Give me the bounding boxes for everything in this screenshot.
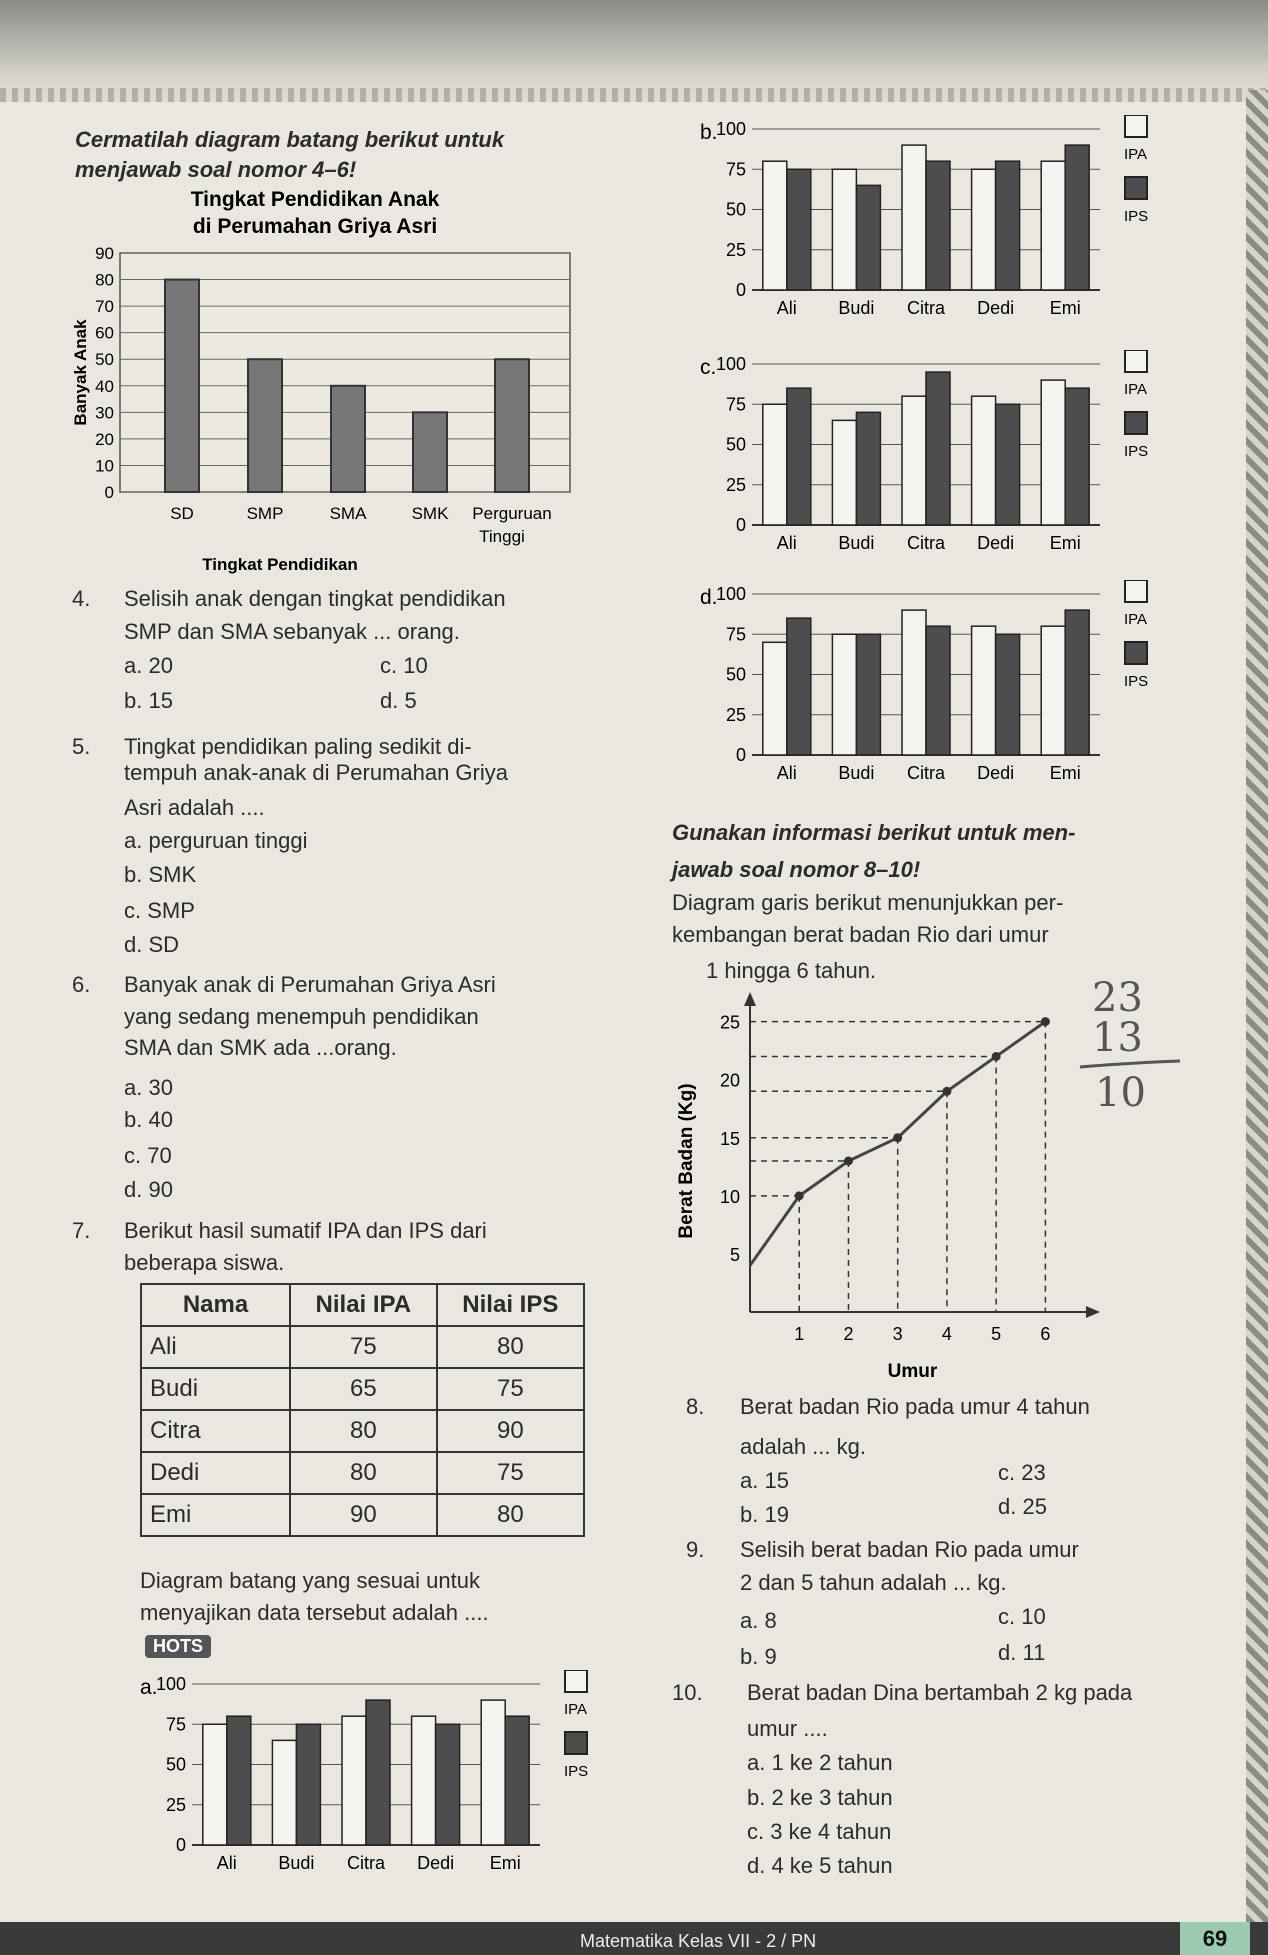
bar xyxy=(165,280,199,492)
bar-ipa xyxy=(832,169,856,290)
bar-ipa xyxy=(272,1740,296,1845)
table-header-cell: Nilai IPA xyxy=(290,1284,437,1326)
y-tick-label: 50 xyxy=(725,664,746,685)
x-tick-label: Perguruan xyxy=(472,504,552,523)
bar-ipa xyxy=(763,404,787,525)
q9-line-1: Selisih berat badan Rio pada umur xyxy=(740,1537,1079,1562)
x-axis-arrow xyxy=(1086,1306,1100,1318)
y-tick-label: 50 xyxy=(725,199,746,220)
footer-title: Matematika Kelas VII - 2 / PN xyxy=(580,1931,817,1951)
y-tick-label: 0 xyxy=(735,515,746,535)
y-tick-label: 0 xyxy=(735,280,746,300)
y-tick-label: 50 xyxy=(725,434,746,455)
page-number: 69 xyxy=(1180,1922,1250,1955)
q6-line-3: SMA dan SMK ada ...orang. xyxy=(124,1035,397,1060)
bar-ipa xyxy=(1041,380,1065,525)
option-c-chart[interactable] xyxy=(700,350,1170,570)
top-shadow xyxy=(0,0,1268,100)
y-tick-label: 90 xyxy=(95,244,114,263)
q4-option-a[interactable]: a. 20 xyxy=(124,653,173,678)
section2-line-1: Gunakan informasi berikut untuk men- xyxy=(672,820,1076,845)
bar-ipa xyxy=(972,396,996,525)
y-tick-label: 0 xyxy=(175,1835,186,1855)
legend-label-ips: IPS xyxy=(1124,673,1149,690)
q8-option-c[interactable]: c. 23 xyxy=(998,1460,1046,1485)
bar-ipa xyxy=(1041,626,1065,755)
table-cell-name: Citra xyxy=(141,1410,290,1452)
y-tick-label: 100 xyxy=(155,1674,186,1694)
legend-swatch-ipa xyxy=(1125,580,1147,602)
bar-ipa xyxy=(832,420,856,525)
q6-option-d[interactable]: d. 90 xyxy=(124,1177,173,1202)
y-tick-label: 25 xyxy=(165,1794,186,1815)
x-tick-label: Citra xyxy=(906,533,946,553)
q8-line-2: adalah ... kg. xyxy=(740,1434,866,1459)
bar-ipa xyxy=(203,1724,227,1845)
chart-subtitle: di Perumahan Griya Asri xyxy=(192,215,438,238)
q8-option-d[interactable]: d. 25 xyxy=(998,1494,1047,1519)
x-tick-label: Ali xyxy=(776,298,797,318)
q4-number: 4. xyxy=(72,586,91,611)
bar-ips xyxy=(996,634,1020,755)
bar-ipa xyxy=(763,161,787,290)
bar-ipa xyxy=(763,642,787,755)
x-tick-label: Dedi xyxy=(977,763,1015,783)
x-tick-label: Citra xyxy=(906,298,946,318)
bar-ips xyxy=(856,185,880,290)
x-tick-label: SD xyxy=(170,504,194,523)
y-tick-label: 25 xyxy=(725,239,746,260)
x-tick-label: Citra xyxy=(346,1853,386,1873)
data-point xyxy=(992,1052,1001,1061)
legend-swatch-ips xyxy=(1125,177,1147,199)
table-cell-ipa: 65 xyxy=(290,1368,437,1410)
x-tick-label: Budi xyxy=(838,533,875,553)
bar-ips xyxy=(787,618,811,755)
table-cell-ipa: 90 xyxy=(290,1494,437,1536)
y-tick-label: 100 xyxy=(715,354,746,374)
table-header-cell: Nilai IPS xyxy=(437,1284,584,1326)
bar-ips xyxy=(227,1716,251,1845)
q5-number: 5. xyxy=(72,734,91,759)
bar-ipa xyxy=(902,610,926,755)
q4-line-1: Selisih anak dengan tingkat pendidikan xyxy=(124,586,506,611)
bar xyxy=(248,359,282,492)
x-tick-label: Budi xyxy=(838,763,875,783)
handwritten-note-3: 10 xyxy=(1095,1070,1146,1116)
bar-ips xyxy=(436,1724,460,1845)
x-tick-label: Dedi xyxy=(977,298,1015,318)
y-tick-label: 0 xyxy=(104,483,114,502)
q9-line-2: 2 dan 5 tahun adalah ... kg. xyxy=(740,1570,1007,1595)
bar-ipa xyxy=(902,396,926,525)
bar-ipa xyxy=(342,1716,366,1845)
section2-line-4: kembangan berat badan Rio dari umur xyxy=(672,922,1049,947)
x-tick-label: SMA xyxy=(329,504,367,523)
table-header-cell: Nama xyxy=(141,1284,290,1326)
bar-ipa xyxy=(412,1716,436,1845)
table-cell-name: Budi xyxy=(141,1368,290,1410)
x-tick-label: Dedi xyxy=(977,533,1015,553)
table-header-row xyxy=(141,1284,584,1326)
option-label: b. xyxy=(700,121,718,144)
bar-ipa xyxy=(972,169,996,290)
bar-ipa xyxy=(481,1700,505,1845)
bar-ips xyxy=(1065,610,1089,755)
bar-ipa xyxy=(1041,161,1065,290)
x-tick-label: 6 xyxy=(1040,1324,1051,1344)
bar-ips xyxy=(366,1700,390,1845)
legend-label-ipa: IPA xyxy=(1124,611,1148,628)
q5-option-d[interactable]: d. SD xyxy=(124,932,180,957)
q10-option-d[interactable]: d. 4 ke 5 tahun xyxy=(747,1853,893,1878)
data-point xyxy=(893,1133,902,1142)
x-tick-label: Emi xyxy=(489,1853,521,1873)
hots-badge: HOTS xyxy=(145,1635,211,1658)
y-axis-arrow xyxy=(744,992,756,1006)
data-point xyxy=(795,1191,804,1200)
option-a-chart[interactable] xyxy=(140,1670,610,1905)
x-tick-label: Dedi xyxy=(417,1853,455,1873)
y-tick-label: 25 xyxy=(719,1012,740,1033)
table-row xyxy=(141,1368,584,1410)
y-tick-label: 40 xyxy=(95,376,114,396)
q8-option-a[interactable]: a. 15 xyxy=(740,1468,789,1493)
bar-ips xyxy=(787,169,811,290)
q5-line-3: Asri adalah .... xyxy=(124,795,265,820)
q9-option-c[interactable]: c. 10 xyxy=(998,1604,1046,1629)
bar-ips xyxy=(296,1724,320,1845)
y-tick-label: 100 xyxy=(715,119,746,139)
q5-line-1: Tingkat pendidikan paling sedikit di- xyxy=(124,734,472,759)
x-tick-label: Tinggi xyxy=(479,527,525,546)
q9-option-a[interactable]: a. 8 xyxy=(740,1608,777,1633)
legend-swatch-ips xyxy=(1125,642,1147,664)
y-tick-label: 20 xyxy=(95,429,114,449)
table-cell-ips: 80 xyxy=(437,1494,584,1536)
y-tick-label: 100 xyxy=(715,584,746,604)
y-tick-label: 75 xyxy=(725,394,746,415)
bar-ips xyxy=(926,161,950,290)
y-tick-label: 30 xyxy=(95,403,114,423)
bar-ips xyxy=(505,1716,529,1845)
y-tick-label: 75 xyxy=(725,624,746,645)
x-tick-label: Emi xyxy=(1049,533,1081,553)
q5-option-b[interactable]: b. SMK xyxy=(124,862,197,887)
bar-ipa xyxy=(902,145,926,290)
q5-option-a[interactable]: a. perguruan tinggi xyxy=(124,828,308,853)
x-tick-label: Ali xyxy=(776,533,797,553)
y-tick-label: 0 xyxy=(735,745,746,765)
y-tick-label: 10 xyxy=(95,456,114,476)
score-table xyxy=(140,1283,585,1537)
section2-line-2: jawab soal nomor 8–10! xyxy=(672,857,921,882)
bar-ips xyxy=(926,626,950,755)
bar-ips xyxy=(856,412,880,525)
q6-line-1: Banyak anak di Perumahan Griya Asri xyxy=(124,972,496,997)
table-row xyxy=(141,1326,584,1368)
y-tick-label: 80 xyxy=(95,270,114,290)
y-tick-label: 60 xyxy=(95,323,114,343)
legend-label-ipa: IPA xyxy=(1124,381,1148,398)
x-tick-label: Citra xyxy=(906,763,946,783)
data-point xyxy=(844,1157,853,1166)
intro-line-1: Cermatilah diagram batang berikut untuk xyxy=(75,127,505,152)
top-stripe xyxy=(0,88,1268,102)
bar-ips xyxy=(1065,145,1089,290)
q9-option-b[interactable]: b. 9 xyxy=(740,1644,777,1669)
handwritten-note-1: 23 xyxy=(1092,975,1143,1021)
option-label: d. xyxy=(700,586,718,609)
table-row xyxy=(141,1452,584,1494)
q10-number: 10. xyxy=(672,1680,703,1705)
handwritten-note-2: 13 xyxy=(1092,1015,1143,1061)
option-b-chart[interactable] xyxy=(700,115,1170,335)
q10-option-b[interactable]: b. 2 ke 3 tahun xyxy=(747,1785,893,1810)
y-tick-label: 15 xyxy=(719,1128,740,1149)
bar-ipa xyxy=(972,626,996,755)
legend-swatch-ips xyxy=(1125,412,1147,434)
x-tick-label: Budi xyxy=(278,1853,315,1873)
legend-label-ipa: IPA xyxy=(1124,146,1148,163)
y-tick-label: 25 xyxy=(725,704,746,725)
y-tick-label: 75 xyxy=(725,159,746,180)
bar-ips xyxy=(996,404,1020,525)
q5-line-2: tempuh anak-anak di Perumahan Griya xyxy=(124,760,508,785)
table-cell-ips: 75 xyxy=(437,1368,584,1410)
intro-line-2: menjawab soal nomor 4–6! xyxy=(75,157,357,182)
table-cell-ips: 80 xyxy=(437,1326,584,1368)
table-cell-ipa: 75 xyxy=(290,1326,437,1368)
x-tick-label: Emi xyxy=(1049,763,1081,783)
bar-ips xyxy=(856,634,880,755)
q6-number: 6. xyxy=(72,972,91,997)
bar-ips xyxy=(787,388,811,525)
table-cell-name: Emi xyxy=(141,1494,290,1536)
option-d-chart[interactable] xyxy=(700,580,1170,800)
q10-line-1: Berat badan Dina bertambah 2 kg pada xyxy=(747,1680,1133,1705)
x-tick-label: 4 xyxy=(941,1324,952,1344)
x-tick-label: Budi xyxy=(838,298,875,318)
x-tick-label: Emi xyxy=(1049,298,1081,318)
y-tick-label: 75 xyxy=(165,1714,186,1735)
q4-option-b[interactable]: b. 15 xyxy=(124,688,173,713)
y-axis-label: Banyak Anak xyxy=(71,319,90,426)
table-cell-ipa: 80 xyxy=(290,1452,437,1494)
table-cell-name: Dedi xyxy=(141,1452,290,1494)
bar xyxy=(413,412,447,492)
x-tick-label: SMK xyxy=(411,504,449,523)
q10-line-2: umur .... xyxy=(747,1716,828,1741)
section2-line-3: Diagram garis berikut menunjukkan per- xyxy=(672,890,1064,915)
q5-option-c[interactable]: c. SMP xyxy=(124,898,195,923)
q7-after-line-2: menyajikan data tersebut adalah .... xyxy=(140,1600,489,1625)
y-tick-label: 20 xyxy=(719,1070,740,1091)
table-cell-ipa: 80 xyxy=(290,1410,437,1452)
legend-swatch-ipa xyxy=(565,1670,587,1692)
legend-label-ips: IPS xyxy=(1124,208,1149,225)
bar-ipa xyxy=(832,634,856,755)
x-tick-label: Ali xyxy=(776,763,797,783)
bar xyxy=(495,359,529,492)
table-cell-ips: 75 xyxy=(437,1452,584,1494)
table-row xyxy=(141,1410,584,1452)
bar-ips xyxy=(1065,388,1089,525)
x-tick-label: 2 xyxy=(843,1324,854,1344)
q7-line-2: beberapa siswa. xyxy=(124,1250,285,1275)
q6-option-c[interactable]: c. 70 xyxy=(124,1143,172,1168)
q10-option-c[interactable]: c. 3 ke 4 tahun xyxy=(747,1819,892,1844)
section2-line-5: 1 hingga 6 tahun. xyxy=(706,958,877,983)
bar-ips xyxy=(996,161,1020,290)
table-cell-name: Ali xyxy=(141,1326,290,1368)
q4-line-2: SMP dan SMA sebanyak ... orang. xyxy=(124,619,460,644)
q7-number: 7. xyxy=(72,1218,91,1243)
data-point xyxy=(1041,1017,1050,1026)
q4-option-c[interactable]: c. 10 xyxy=(380,653,428,678)
legend-swatch-ipa xyxy=(1125,350,1147,372)
legend-swatch-ipa xyxy=(1125,115,1147,137)
x-tick-label: 3 xyxy=(892,1324,903,1344)
tingkat-pendidikan-chart xyxy=(60,185,580,580)
y-tick-label: 25 xyxy=(725,474,746,495)
q4-option-d[interactable]: d. 5 xyxy=(380,688,417,713)
table-cell-ips: 90 xyxy=(437,1410,584,1452)
y-tick-label: 50 xyxy=(165,1754,186,1775)
data-point xyxy=(942,1087,951,1096)
x-tick-label: Ali xyxy=(216,1853,237,1873)
q8-option-b[interactable]: b. 19 xyxy=(740,1502,789,1527)
y-tick-label: 10 xyxy=(719,1186,740,1207)
y-tick-label: 5 xyxy=(729,1244,740,1265)
y-tick-label: 70 xyxy=(95,297,114,317)
q6-option-a[interactable]: a. 30 xyxy=(124,1075,173,1100)
chart-title: Tingkat Pendidikan Anak xyxy=(190,188,440,211)
option-label: a. xyxy=(140,1676,158,1699)
right-edge-pattern xyxy=(1246,90,1268,1955)
q10-option-a[interactable]: a. 1 ke 2 tahun xyxy=(747,1750,893,1775)
bar-ips xyxy=(926,372,950,525)
legend-label-ipa: IPA xyxy=(564,1701,588,1718)
x-axis-label: Tingkat Pendidikan xyxy=(202,555,358,574)
y-axis-label: Berat Badan (Kg) xyxy=(676,1083,697,1239)
legend-swatch-ips xyxy=(565,1732,587,1754)
rio-weight-line-chart xyxy=(670,990,1120,1385)
q7-after-line-1: Diagram batang yang sesuai untuk xyxy=(140,1568,480,1593)
q6-option-b[interactable]: b. 40 xyxy=(124,1107,173,1132)
q9-option-d[interactable]: d. 11 xyxy=(998,1640,1046,1665)
bar xyxy=(331,386,365,492)
x-axis-label: Umur xyxy=(887,1361,938,1382)
x-tick-label: 1 xyxy=(794,1324,805,1344)
x-tick-label: SMP xyxy=(246,504,284,523)
q8-number: 8. xyxy=(686,1394,705,1419)
table-row xyxy=(141,1494,584,1536)
q8-line-1: Berat badan Rio pada umur 4 tahun xyxy=(740,1394,1090,1419)
q9-number: 9. xyxy=(686,1537,705,1562)
y-tick-label: 50 xyxy=(95,350,114,370)
option-label: c. xyxy=(700,356,717,379)
q6-line-2: yang sedang menempuh pendidikan xyxy=(124,1004,479,1029)
q7-line-1: Berikut hasil sumatif IPA dan IPS dari xyxy=(124,1218,487,1243)
legend-label-ips: IPS xyxy=(564,1763,589,1780)
x-tick-label: 5 xyxy=(991,1324,1002,1344)
legend-label-ips: IPS xyxy=(1124,443,1149,460)
